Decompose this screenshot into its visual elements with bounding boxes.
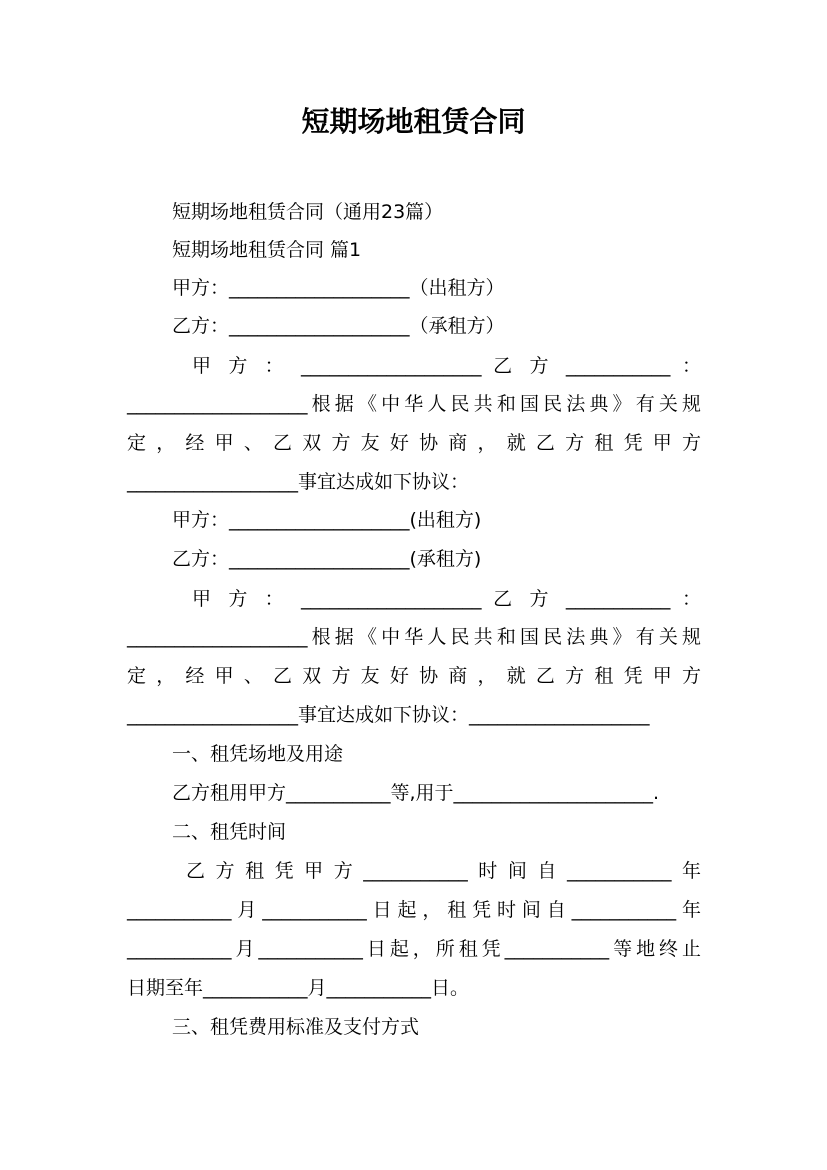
clause-text: ___________月___________日起，租凭时间自___________年 <box>127 899 701 921</box>
body-line: ___________________根据《中华人民共和国民法典》有关规 <box>127 626 701 648</box>
parties-line: 甲 方 ： ___________________ 乙 方 ___________ ： <box>192 588 701 610</box>
clause-text: ___________月___________日起，所租凭___________等地终止 <box>127 938 701 960</box>
party-b-line: 乙方：___________________（承租方） <box>172 315 505 337</box>
document-title: 短期场地租赁合同 <box>301 105 526 138</box>
clause-text: 乙方租凭甲方___________时间自___________年 <box>186 860 701 882</box>
party-b-line: 乙方：___________________(承租方) <box>172 548 482 570</box>
body-line: __________________事宜达成如下协议：___________________ <box>127 704 650 726</box>
clause-text: 日期至年___________月___________日。 <box>127 977 470 999</box>
clause-heading: 三、租凭费用标准及支付方式 <box>172 1016 420 1038</box>
parties-line: 甲 方 ： ___________________ 乙 方 ___________ ： <box>192 355 701 377</box>
subtitle-line: 短期场地租赁合同（通用23篇） <box>172 201 444 223</box>
party-a-line: 甲方：___________________（出租方） <box>172 277 505 299</box>
body-line: ___________________根据《中华人民共和国民法典》有关规 <box>127 393 701 415</box>
body-line: 定，经甲、乙双方友好协商，就乙方租凭甲方 <box>127 665 701 687</box>
party-a-line: 甲方：___________________(出租方) <box>172 509 482 531</box>
clause-heading: 一、租凭场地及用途 <box>172 743 344 765</box>
clause-text: 乙方租用甲方___________等,用于_____________________. <box>172 782 660 804</box>
body-line: __________________事宜达成如下协议： <box>127 471 470 493</box>
clause-heading: 二、租凭时间 <box>172 821 287 843</box>
section-heading-line: 短期场地租赁合同 篇1 <box>172 239 362 261</box>
body-line: 定，经甲、乙双方友好协商，就乙方租凭甲方 <box>127 432 701 454</box>
